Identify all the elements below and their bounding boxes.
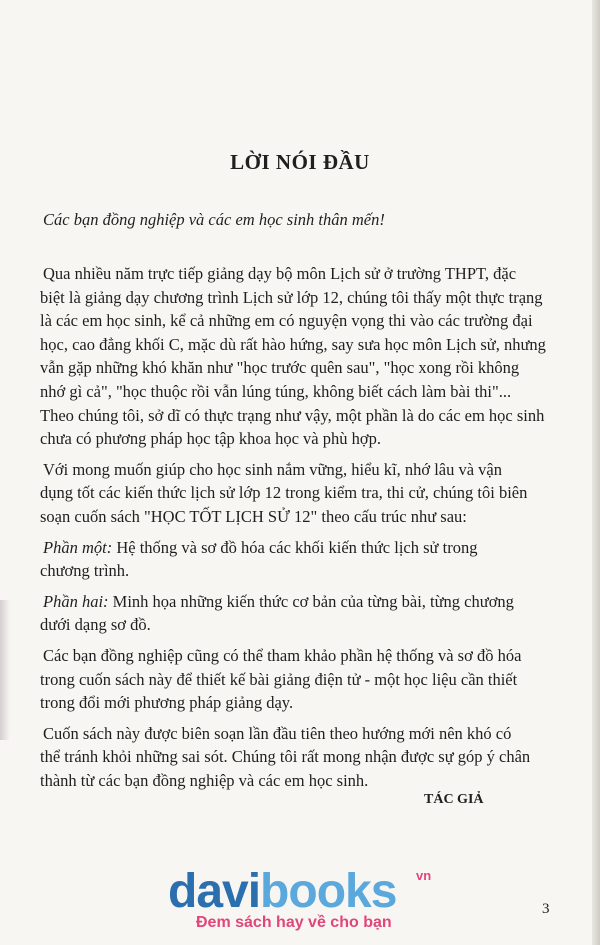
text-line: trong đổi mới phương pháp giảng dạy.	[40, 693, 294, 713]
text-line: trong cuốn sách này để thiết kế bài giảng điện tử - một học liệu cần thiết	[40, 669, 518, 689]
text-line: thể tránh khỏi những sai sót. Chúng tôi rất mong nhận được sự góp ý chân	[40, 747, 531, 767]
logo-wordmark	[168, 865, 396, 918]
text-line: vẫn gặp những khó khăn như "học trước quên sau", "học xong rồi không	[40, 358, 520, 378]
paragraph-1	[40, 262, 553, 451]
text-line: Theo chúng tôi, sở dĩ có thực trạng như vậy, một phần là do các em học sinh	[40, 405, 545, 425]
paragraph-5	[40, 644, 553, 715]
text-line: Cuốn sách này được biên soạn lần đầu tiên theo hướng mới nên khó có	[43, 723, 512, 743]
text-line: dưới dạng sơ đồ.	[40, 615, 151, 635]
logo-suffix-vn: vn	[416, 868, 432, 883]
page-title: LỜI NÓI ĐẦU	[230, 150, 370, 174]
text-span: Hệ thống và sơ đồ hóa các khối kiến thức lịch sử trong	[112, 537, 478, 557]
text-line: dụng tốt các kiến thức lịch sử lớp 12 trong kiểm tra, thi cử, chúng tôi biên	[40, 483, 528, 503]
page-number: 3	[542, 901, 550, 917]
paragraph-4	[40, 590, 553, 637]
text-line: là các em học sinh, kể cả những em có nguyện vọng thi vào các trường đại	[40, 311, 533, 331]
text-line: chương trình.	[40, 561, 130, 581]
text-line	[43, 590, 553, 614]
paragraph-2	[40, 458, 553, 529]
text-line: học, cao đẳng khối C, mặc dù rất hào hứng, say sưa học môn Lịch sử, nhưng	[40, 334, 546, 354]
davibooks-logo	[168, 865, 432, 918]
text-line: biệt là giảng dạy chương trình Lịch sử lớp 12, chúng tôi thấy một thực trạng	[40, 287, 543, 307]
page-edge	[592, 0, 600, 945]
paragraph-3	[40, 536, 553, 583]
section-lead: Phần một:	[43, 537, 113, 557]
text-line: thành từ các bạn đồng nghiệp và các em học sinh.	[40, 770, 369, 790]
text-line: Các bạn đồng nghiệp cũng có thể tham khảo phần hệ thống và sơ đồ hóa	[43, 645, 522, 665]
greeting: Các bạn đồng nghiệp và các em học sinh thân mến!	[43, 210, 385, 229]
paragraph-6	[40, 722, 553, 793]
text-line	[43, 536, 553, 560]
author-signature: TÁC GIẢ	[424, 792, 484, 807]
text-line: nhớ gì cả", "học thuộc rồi vẫn lúng túng, không biết cách làm bài thi"...	[40, 381, 512, 401]
text-line: Với mong muốn giúp cho học sinh nắm vững, hiểu kĩ, nhớ lâu và vận	[43, 459, 503, 479]
logo-part-books: books	[260, 865, 397, 918]
text-span: Minh họa những kiến thức cơ bản của từng bài, từng chương	[108, 591, 514, 611]
binding-shadow	[0, 600, 10, 740]
logo-tagline: Đem sách hay về cho bạn	[196, 914, 392, 931]
text-line: Qua nhiều năm trực tiếp giảng dạy bộ môn Lịch sử ở trường THPT, đặc	[43, 264, 517, 283]
body-text	[40, 262, 553, 799]
text-line: chưa có phương pháp học tập khoa học và phù hợp.	[40, 429, 381, 449]
text-line: soạn cuốn sách "HỌC TỐT LỊCH SỬ 12" theo cấu trúc như sau:	[40, 506, 467, 526]
section-lead: Phần hai:	[43, 591, 109, 611]
logo-part-davi: davi	[168, 865, 261, 918]
